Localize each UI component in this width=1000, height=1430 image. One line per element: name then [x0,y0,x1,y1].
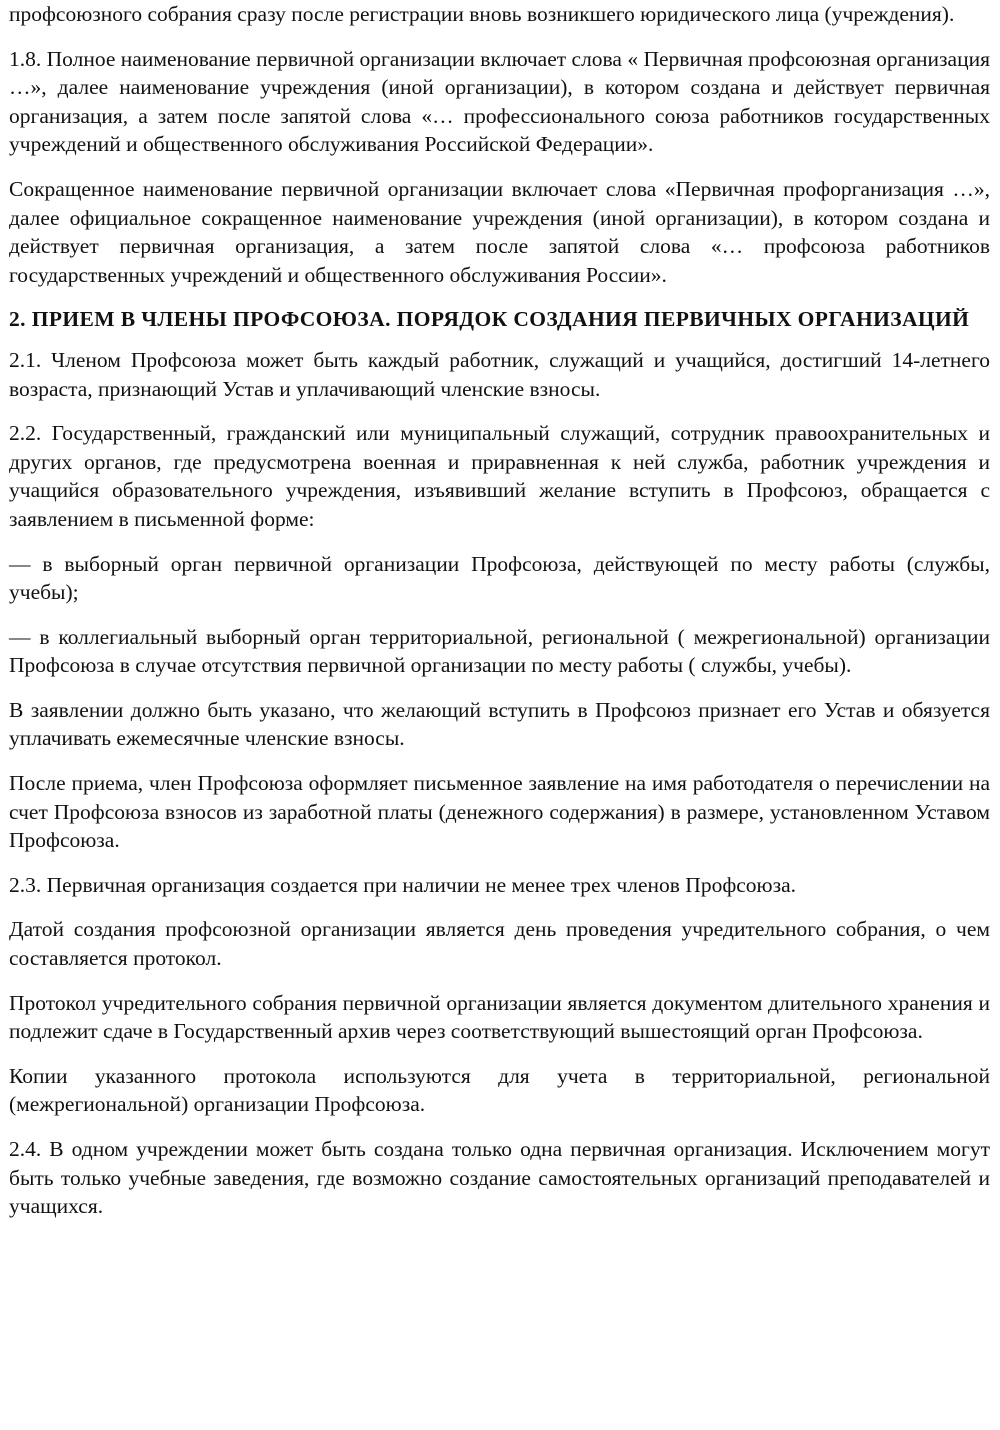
paragraph-1-8: 1.8. Полное наименование первичной организации включает слова « Первичная профсоюзная организация …», далее наименование учреждения (иной организации), в котором создана и действует первичная организация, а затем после запятой слова «… профессионального союза работников государственных учреждений и общественного обслуживания Российской Федерации». [9,46,990,157]
paragraph-2-3: 2.3. Первичная организация создается при наличии не менее трех членов Профсоюза. [9,872,797,897]
paragraph-after-admission: После приема, член Профсоюза оформляет письменное заявление на имя работодателя о перечислении на счет Профсоюза взносов из заработной платы (денежного содержания) в размере, установленном Уставом Профсоюза. [9,771,990,853]
section-2-heading: 2. ПРИЕМ В ЧЛЕНЫ ПРОФСОЮЗА. ПОРЯДОК СОЗДАНИЯ ПЕРВИЧНЫХ ОРГАНИЗАЦИЙ [9,307,970,332]
paragraph-1-7-continuation: профсоюзного собрания сразу после регистрации вновь возникшего юридического лица (учреждения). [9,2,955,26]
paragraph-2-2-dash-item-2: — в коллегиальный выборный орган территориальной, региональной ( межрегиональной) организации Профсоюза в случае отсутствия первичной организации по месту работы ( службы, учебы). [9,624,990,678]
paragraph-short-name: Сокращенное наименование первичной организации включает слова «Первичная профорганизация …», далее официальное сокращенное наименование учреждения (иной организации), в котором создана и действует первичная организация, а затем после запятой слова «… профсоюза работников государственных учреждений и общественного обслуживания России». [9,176,990,287]
paragraph-2-4: 2.4. В одном учреждении может быть создана только одна первичная организация. Исключением могут быть только учебные заведения, где возможно создание самостоятельных организаций преподавателей и учащихся. [9,1137,990,1219]
paragraph-2-2: 2.2. Государственный, гражданский или муниципальный служащий, сотрудник правоохранительных и других органов, где предусмотрена военная и приравненная к ней служба, работник учреждения и учащийся образовательного учреждения, изъявивший желание вступить в Профсоюз, обращается с заявлением в письменной форме: [9,421,990,531]
paragraph-copies: Копии указанного протокола используются для учета в территориальной, региональной (межрегиональной) организации Профсоюза. [9,1063,990,1117]
paragraph-2-2-dash-item-1: — в выборный орган первичной организации Профсоюза, действующей по месту работы (службы, учебы); [9,551,990,605]
paragraph-2-1: 2.1. Членом Профсоюза может быть каждый работник, служащий и учащийся, достигший 14-летнего возраста, признающий Устав и уплачивающий членские взносы. [9,347,990,401]
paragraph-statement: В заявлении должно быть указано, что желающий вступить в Профсоюз признает его Устав и обязуется уплачивать ежемесячные членские взносы. [9,697,990,751]
paragraph-creation-date: Датой создания профсоюзной организации является день проведения учредительного собрания, о чем составляется протокол. [9,917,990,971]
paragraph-protocol: Протокол учредительного собрания первичной организации является документом длительного хранения и подлежит сдаче в Государственный архив через соответствующий вышестоящий орган Профсоюза. [9,990,990,1044]
